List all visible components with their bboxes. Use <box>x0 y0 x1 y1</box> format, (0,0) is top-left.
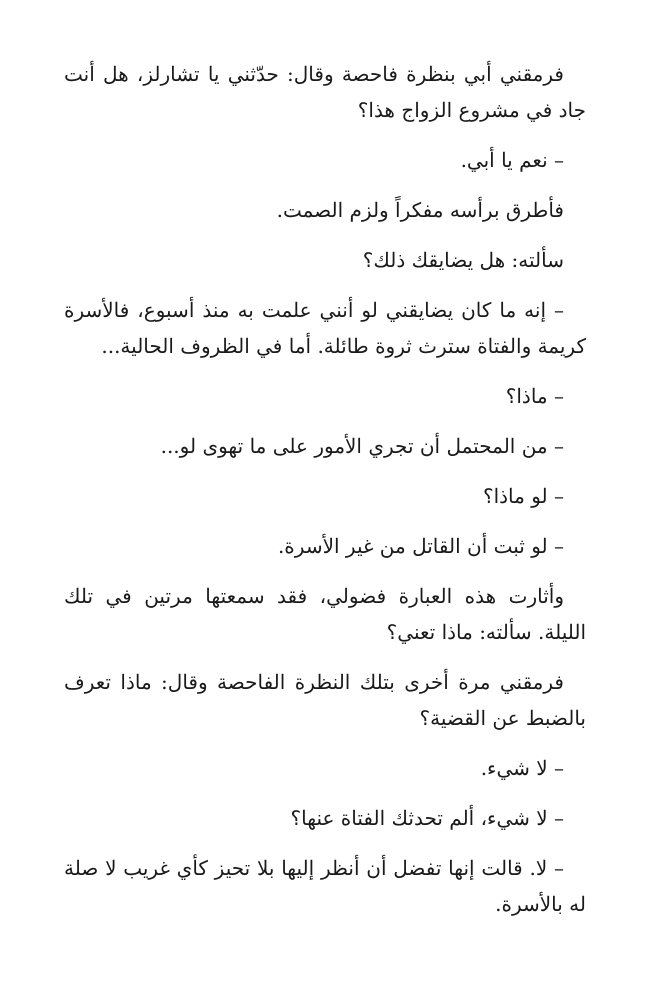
dialogue-line: – من المحتمل أن تجري الأمور على ما تهوى لو... <box>160 434 564 458</box>
paragraph: فرمقني أبي بنظرة فاحصة وقال: حدّثني يا تشارلز، هل أنت جاد في مشروع الزواج هذا؟ <box>64 62 586 122</box>
page-body <box>64 56 586 936</box>
paragraph: سألته: هل يضايقك ذلك؟ <box>362 248 564 272</box>
paragraph: وأثارت هذه العبارة فضولي، فقد سمعتها مرتين في تلك الليلة. سألته: ماذا تعني؟ <box>64 584 586 644</box>
dialogue-line: – لا شيء. <box>480 756 564 780</box>
dialogue-line: – لا شيء، ألم تحدثك الفتاة عنها؟ <box>290 806 564 830</box>
dialogue-line: – لا. قالت إنها تفضل أن أنظر إليها بلا تحيز كأي غريب لا صلة له بالأسرة. <box>64 856 586 916</box>
dialogue-line: – نعم يا أبي. <box>460 148 564 172</box>
dialogue-line: – إنه ما كان يضايقني لو أنني علمت به منذ أسبوع، فالأسرة كريمة والفتاة سترث ثروة طائلة. أما في الظروف الحالية... <box>64 298 586 358</box>
dialogue-line: – لو ثبت أن القاتل من غير الأسرة. <box>277 534 564 558</box>
paragraph: فرمقني مرة أخرى بتلك النظرة الفاحصة وقال: ماذا تعرف بالضبط عن القضية؟ <box>64 670 586 730</box>
dialogue-line: – لو ماذا؟ <box>482 484 564 508</box>
paragraph: فأطرق برأسه مفكراً ولزم الصمت. <box>276 198 564 222</box>
dialogue-line: – ماذا؟ <box>505 384 564 408</box>
